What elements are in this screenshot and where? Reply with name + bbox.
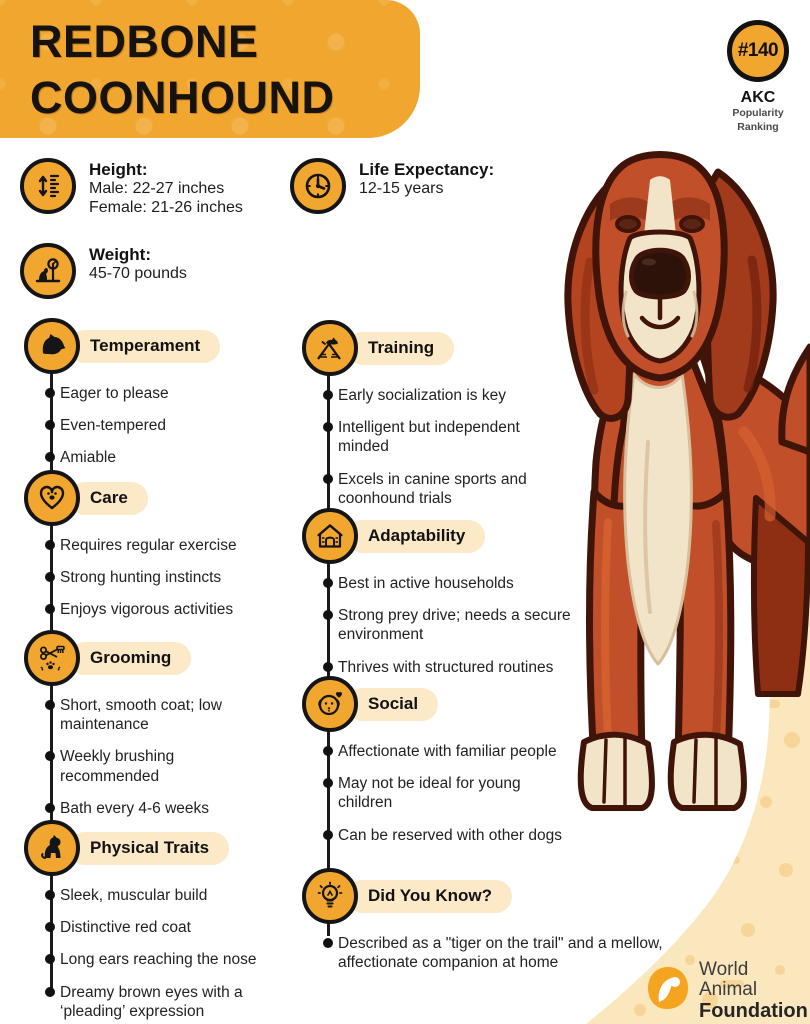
life-expectancy-stat: [290, 158, 494, 214]
bullet-dot: [45, 604, 55, 614]
bullet-dot: [45, 954, 55, 964]
list-item: Best in active households: [338, 574, 574, 593]
stat-label: Life Expectancy:: [359, 160, 495, 179]
waf-logo-icon: [645, 964, 691, 1017]
list-item: Sleek, muscular build: [60, 886, 276, 905]
bullet-dot: [45, 922, 55, 932]
section-care: [24, 470, 276, 633]
list-item: Described as a "tiger on the trail" and a mellow, affectionate companion at home: [338, 934, 674, 972]
list-item: Intelligent but independent minded: [338, 418, 574, 456]
title-line-1: REDBONE: [30, 16, 259, 67]
section-grooming: [24, 630, 276, 831]
title-line-2: COONHOUND: [30, 71, 335, 123]
section-title: Grooming: [68, 642, 191, 675]
list-item: Distinctive red coat: [60, 918, 276, 937]
bullet-dot: [45, 700, 55, 710]
list-item: Strong prey drive; needs a secure environment: [338, 606, 574, 644]
bullet-dot: [323, 938, 333, 948]
heart-paw-icon: [24, 470, 80, 526]
list-item: Dreamy brown eyes with a ‘pleading’ expression: [60, 983, 276, 1021]
section-title: Temperament: [68, 330, 220, 363]
list-item: Short, smooth coat; low maintenance: [60, 696, 276, 734]
bullet-dot: [323, 422, 333, 432]
list-item: Amiable: [60, 448, 276, 467]
bullet-dot: [45, 452, 55, 462]
sitting-dog-icon: [24, 820, 80, 876]
section-social: [302, 676, 574, 858]
dog-house-icon: [302, 508, 358, 564]
logo-line-1: World Animal: [699, 959, 758, 1000]
header-banner: [0, 0, 420, 138]
stat-value: Male: 22-27 inches: [89, 180, 225, 198]
clock-icon: [290, 158, 346, 214]
height-stat: [20, 158, 243, 218]
section-title: Care: [68, 482, 148, 515]
dog-head-icon: [24, 318, 80, 374]
list-item: Early socialization is key: [338, 386, 574, 405]
section-title: Adaptability: [346, 520, 485, 553]
section-adaptability: [302, 508, 574, 690]
section-title: Social: [346, 688, 438, 721]
list-item: Requires regular exercise: [60, 536, 276, 555]
list-item: Bath every 4-6 weeks: [60, 799, 276, 818]
list-item: Excels in canine sports and coonhound trials: [338, 470, 574, 508]
grooming-icon: [24, 630, 80, 686]
bullet-dot: [45, 803, 55, 813]
bullet-dot: [45, 388, 55, 398]
akc-popularity-badge: [706, 20, 810, 134]
list-item: Thrives with structured routines: [338, 658, 574, 677]
list-item: Even-tempered: [60, 416, 276, 435]
section-training: [302, 320, 574, 521]
list-item: Weekly brushing recommended: [60, 747, 276, 785]
bullet-dot: [323, 578, 333, 588]
section-temperament: [24, 318, 276, 481]
bullet-dot: [323, 778, 333, 788]
list-item: Eager to please: [60, 384, 276, 403]
page-title: [0, 0, 420, 126]
bullet-dot: [45, 572, 55, 582]
bullet-dot: [45, 540, 55, 550]
section-did-you-know: [302, 868, 674, 985]
dog-face-heart-icon: [302, 676, 358, 732]
list-item: May not be ideal for young children: [338, 774, 574, 812]
world-animal-foundation-logo: [645, 960, 810, 1022]
bullet-dot: [45, 420, 55, 430]
bullet-dot: [323, 746, 333, 756]
lightbulb-icon: [302, 868, 358, 924]
weight-stat: [20, 243, 187, 299]
list-item: Long ears reaching the nose: [60, 950, 276, 969]
rank-value: #140: [737, 40, 779, 61]
badge-caption: Popularity Ranking: [732, 107, 784, 133]
list-item: Can be reserved with other dogs: [338, 826, 574, 845]
bullet-dot: [323, 662, 333, 672]
rank-circle: [727, 20, 789, 82]
bullet-dot: [323, 610, 333, 620]
list-item: Affectionate with familiar people: [338, 742, 574, 761]
section-title: Physical Traits: [68, 832, 229, 865]
stat-value: Female: 21-26 inches: [89, 199, 243, 217]
logo-line-2: Foundation: [699, 999, 808, 1022]
agility-icon: [302, 320, 358, 376]
section-title: Did You Know?: [346, 880, 512, 913]
akc-label: AKC: [740, 89, 776, 106]
stat-label: Height:: [89, 160, 148, 179]
bullet-dot: [323, 390, 333, 400]
bullet-dot: [323, 474, 333, 484]
list-item: Strong hunting instincts: [60, 568, 276, 587]
section-title: Training: [346, 332, 454, 365]
list-item: Enjoys vigorous activities: [60, 600, 276, 619]
bullet-dot: [45, 890, 55, 900]
stat-label: Weight:: [89, 245, 152, 264]
height-icon: [20, 158, 76, 214]
bullet-dot: [323, 830, 333, 840]
stat-value: 45-70 pounds: [89, 265, 187, 283]
bullet-dot: [45, 751, 55, 761]
section-physical-traits: [24, 820, 276, 1024]
weight-scale-icon: [20, 243, 76, 299]
bullet-dot: [45, 987, 55, 997]
stat-value: 12-15 years: [359, 180, 444, 198]
